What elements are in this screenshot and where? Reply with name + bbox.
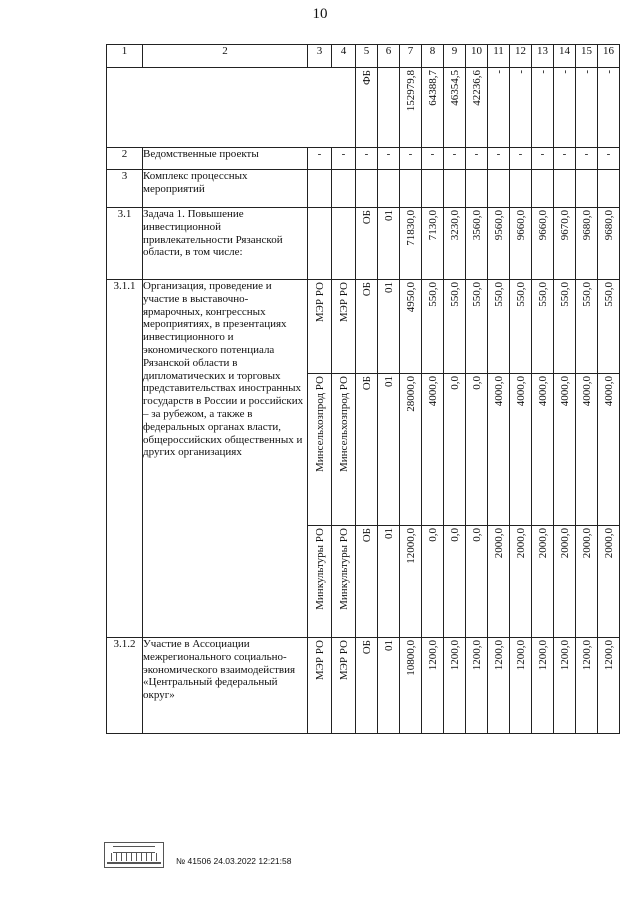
row-title: Участие в Ассоциации межрегионального социально-экономического взаимодействия «Центральный федеральный округ»: [143, 638, 308, 734]
col-header: 12: [510, 45, 532, 68]
value-cell: [554, 638, 576, 734]
value: 3560,0: [470, 210, 483, 241]
responsible: Минкультуры РО: [313, 528, 326, 610]
value: 1200,0: [492, 640, 505, 671]
value-cell: [488, 68, 510, 148]
value-cell: [598, 526, 620, 638]
value: 0,0: [470, 376, 483, 390]
page-number: 10: [312, 6, 328, 22]
value: 7130,0: [426, 210, 439, 241]
code-cell: [378, 68, 400, 148]
value: 550,0: [492, 282, 505, 307]
executor-cell: [332, 374, 356, 526]
value: 550,0: [602, 282, 615, 307]
row-title: Задача 1. Повышение инвестиционной привлекательности Рязанской области, в том числе:: [143, 208, 308, 280]
value: 1200,0: [602, 640, 615, 671]
row-id: 3.1.1: [107, 280, 143, 638]
col-header: 4: [332, 45, 356, 68]
code-cell: [378, 208, 400, 280]
budget-source-cell: [356, 280, 378, 374]
value-cell: [576, 638, 598, 734]
value-cell: [532, 374, 554, 526]
responsible-cell: [308, 208, 332, 280]
value: 1200,0: [536, 640, 549, 671]
code: 01: [382, 640, 395, 651]
value: 9680,0: [602, 210, 615, 241]
executor-cell: [332, 280, 356, 374]
responsible: МЭР РО: [313, 282, 326, 323]
row-title: Ведомственные проекты: [143, 148, 308, 170]
value-cell: [488, 374, 510, 526]
value-cell: [510, 208, 532, 280]
value: -: [602, 70, 615, 74]
row-title: Организация, проведение и участие в выставочно-ярмарочных, конгрессных мероприятиях, в презентациях инвестиционного и экономического потенциала Рязанской области в дипломатических и торговых представительствах иностранных государств в России и российских – за рубежом, а также в федеральных органах власти, общероссийских общественных и других организациях: [143, 280, 308, 638]
value-cell: [488, 280, 510, 374]
value-cell: [576, 68, 598, 148]
value-cell: [422, 68, 444, 148]
budget-source-cell: [356, 638, 378, 734]
dash-cell: -: [510, 148, 532, 170]
col-header: 3: [308, 45, 332, 68]
responsible-cell: [308, 526, 332, 638]
dash-cell: -: [554, 148, 576, 170]
col-header: 14: [554, 45, 576, 68]
dash-cell: -: [444, 148, 466, 170]
col-header: 11: [488, 45, 510, 68]
value: 9660,0: [514, 210, 527, 241]
table-row: [107, 68, 620, 148]
value-cell: [466, 280, 488, 374]
responsible-cell: [308, 280, 332, 374]
value-cell: [532, 526, 554, 638]
value-cell: [576, 208, 598, 280]
value-cell: [466, 374, 488, 526]
col-header: 10: [466, 45, 488, 68]
value-cell: [488, 638, 510, 734]
value-cell: [598, 638, 620, 734]
code: 01: [382, 528, 395, 539]
col-header: 9: [444, 45, 466, 68]
value-cell: [400, 68, 422, 148]
executor-cell: [332, 208, 356, 280]
empty-cell: [107, 68, 356, 148]
value: 550,0: [514, 282, 527, 307]
value-cell: [554, 208, 576, 280]
dash-cell: -: [378, 148, 400, 170]
budget-source: ФБ: [360, 70, 373, 86]
value: 9660,0: [536, 210, 549, 241]
value-cell: [510, 526, 532, 638]
code: 01: [382, 210, 395, 221]
code-cell: [378, 280, 400, 374]
row-id: 3: [107, 170, 143, 208]
value: 0,0: [426, 528, 439, 542]
value: 2000,0: [492, 528, 505, 559]
value: 64388,7: [426, 70, 439, 106]
table-row: [107, 638, 620, 734]
value-cell: [488, 208, 510, 280]
executor: МЭР РО: [337, 640, 350, 681]
value-cell: [488, 526, 510, 638]
value-cell: [400, 526, 422, 638]
value-cell: [466, 208, 488, 280]
value-cell: [510, 68, 532, 148]
value-cell: [554, 68, 576, 148]
value-cell: [422, 526, 444, 638]
value: 9560,0: [492, 210, 505, 241]
responsible-cell: [308, 374, 332, 526]
government-building-icon: [104, 842, 164, 868]
value: 550,0: [558, 282, 571, 307]
col-header: 16: [598, 45, 620, 68]
dash-cell: -: [576, 148, 598, 170]
budget-source: ОБ: [360, 640, 373, 655]
code-cell: [378, 526, 400, 638]
value-cell: [554, 280, 576, 374]
value: -: [558, 70, 571, 74]
value: 9680,0: [580, 210, 593, 241]
value: 1200,0: [426, 640, 439, 671]
col-header: 1: [107, 45, 143, 68]
value-cell: [422, 280, 444, 374]
value-cell: [422, 638, 444, 734]
value: 12000,0: [404, 528, 417, 564]
value-cell: [444, 638, 466, 734]
value: 4000,0: [602, 376, 615, 407]
value: 152979,8: [404, 70, 417, 112]
executor-cell: [332, 638, 356, 734]
budget-source-cell: [356, 374, 378, 526]
value-cell: [400, 638, 422, 734]
value: 71830,0: [404, 210, 417, 246]
value-cell: [466, 638, 488, 734]
value: 2000,0: [536, 528, 549, 559]
registration-stamp: № 41506 24.03.2022 12:21:58: [176, 856, 292, 866]
value-cell: [554, 526, 576, 638]
value-cell: [510, 638, 532, 734]
header-row: [107, 45, 620, 68]
value: 10800,0: [404, 640, 417, 676]
value-cell: [400, 374, 422, 526]
col-header: 6: [378, 45, 400, 68]
table-row: [107, 148, 620, 170]
value: 550,0: [448, 282, 461, 307]
row-id: 2: [107, 148, 143, 170]
value-cell: [444, 208, 466, 280]
value: 9670,0: [558, 210, 571, 241]
value: 2000,0: [558, 528, 571, 559]
value-cell: [510, 374, 532, 526]
dash-cell: -: [308, 148, 332, 170]
budget-source: ОБ: [360, 282, 373, 297]
col-header: 13: [532, 45, 554, 68]
document-footer: [104, 842, 291, 868]
value: -: [514, 70, 527, 74]
value-cell: [532, 68, 554, 148]
value: 4950,0: [404, 282, 417, 313]
value-cell: [466, 526, 488, 638]
value: 4000,0: [558, 376, 571, 407]
value-cell: [422, 374, 444, 526]
budget-source-cell: [356, 208, 378, 280]
dash-cell: -: [332, 148, 356, 170]
col-header: 8: [422, 45, 444, 68]
value: 4000,0: [580, 376, 593, 407]
value: 2000,0: [580, 528, 593, 559]
value: -: [492, 70, 505, 74]
table-row: [107, 170, 620, 208]
value: 0,0: [448, 376, 461, 390]
dash-cell: -: [356, 148, 378, 170]
executor: Минкультуры РО: [337, 528, 350, 610]
value: 0,0: [448, 528, 461, 542]
dash-cell: -: [598, 148, 620, 170]
value: 46354,5: [448, 70, 461, 106]
code-cell: [378, 374, 400, 526]
value: 28000,0: [404, 376, 417, 412]
row-id: 3.1: [107, 208, 143, 280]
budget-table: [106, 44, 620, 734]
responsible: МЭР РО: [313, 640, 326, 681]
value-cell: [532, 280, 554, 374]
value: 0,0: [470, 528, 483, 542]
col-header: 2: [143, 45, 308, 68]
value-cell: [576, 374, 598, 526]
value: 550,0: [470, 282, 483, 307]
value: 2000,0: [602, 528, 615, 559]
col-header: 15: [576, 45, 598, 68]
value-cell: [576, 526, 598, 638]
value-cell: [532, 638, 554, 734]
value: 550,0: [580, 282, 593, 307]
value-cell: [510, 280, 532, 374]
value-cell: [598, 280, 620, 374]
value-cell: [400, 280, 422, 374]
budget-source: ОБ: [360, 528, 373, 543]
value: 1200,0: [514, 640, 527, 671]
value: 1200,0: [470, 640, 483, 671]
value-cell: [466, 68, 488, 148]
row-id: 3.1.2: [107, 638, 143, 734]
value: 3230,0: [448, 210, 461, 241]
code: 01: [382, 376, 395, 387]
value: 42236,6: [470, 70, 483, 106]
row-title: Комплекс процессных мероприятий: [143, 170, 308, 208]
budget-source: ОБ: [360, 210, 373, 225]
executor: МЭР РО: [337, 282, 350, 323]
table-row: [107, 208, 620, 280]
dash-cell: -: [532, 148, 554, 170]
value: 4000,0: [536, 376, 549, 407]
value: 1200,0: [558, 640, 571, 671]
value: 1200,0: [448, 640, 461, 671]
value-cell: [576, 280, 598, 374]
value: -: [536, 70, 549, 74]
value-cell: [422, 208, 444, 280]
col-header: 5: [356, 45, 378, 68]
value: 550,0: [536, 282, 549, 307]
value: 550,0: [426, 282, 439, 307]
value: 4000,0: [514, 376, 527, 407]
value: 2000,0: [514, 528, 527, 559]
dash-cell: -: [400, 148, 422, 170]
table-row: [107, 280, 620, 374]
value-cell: [444, 374, 466, 526]
value: 4000,0: [492, 376, 505, 407]
budget-source-cell: [356, 68, 378, 148]
dash-cell: -: [488, 148, 510, 170]
value-cell: [598, 374, 620, 526]
dash-cell: -: [422, 148, 444, 170]
responsible-cell: [308, 638, 332, 734]
value-cell: [598, 68, 620, 148]
value-cell: [444, 526, 466, 638]
code: 01: [382, 282, 395, 293]
value: 4000,0: [426, 376, 439, 407]
executor-cell: [332, 526, 356, 638]
value-cell: [444, 68, 466, 148]
executor: Минсельхозпрод РО: [337, 376, 350, 472]
budget-source-cell: [356, 526, 378, 638]
value-cell: [444, 280, 466, 374]
dash-cell: -: [466, 148, 488, 170]
code-cell: [378, 638, 400, 734]
value: 1200,0: [580, 640, 593, 671]
responsible: Минсельхозпрод РО: [313, 376, 326, 472]
value-cell: [598, 208, 620, 280]
value-cell: [554, 374, 576, 526]
value-cell: [532, 208, 554, 280]
value: -: [580, 70, 593, 74]
value-cell: [400, 208, 422, 280]
col-header: 7: [400, 45, 422, 68]
budget-source: ОБ: [360, 376, 373, 391]
